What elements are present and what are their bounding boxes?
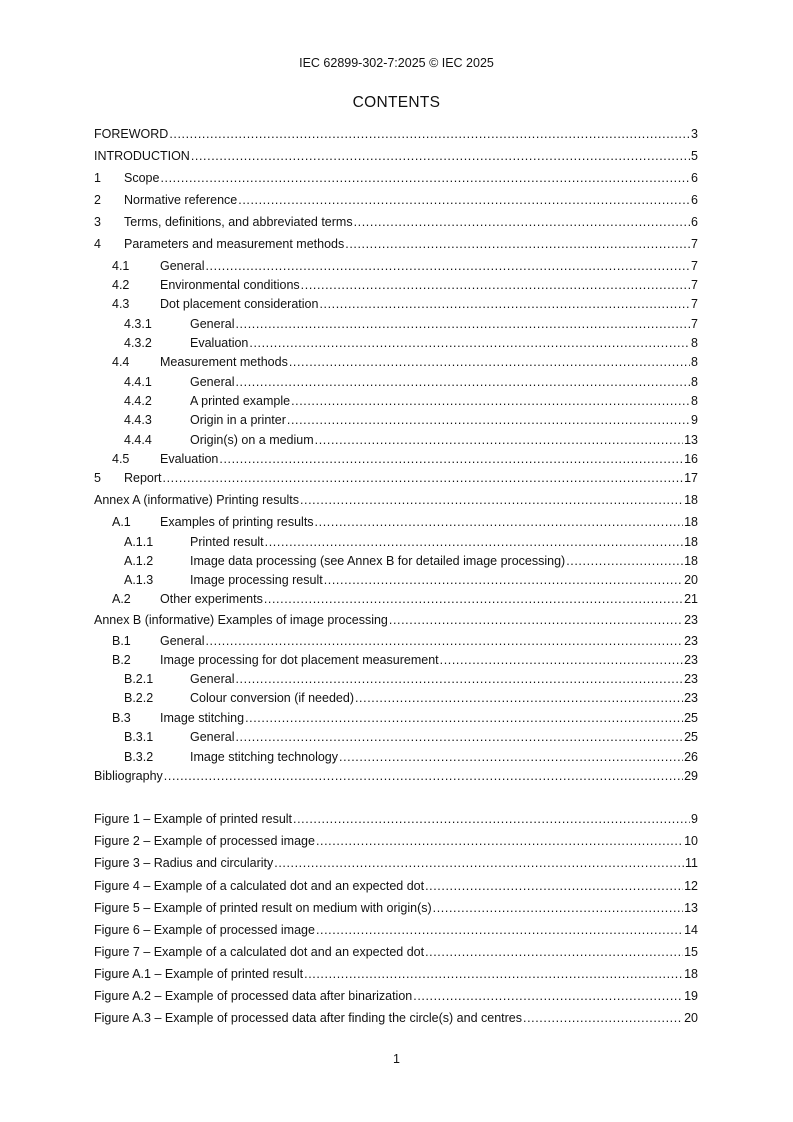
toc-entry-title: Normative reference [124, 193, 238, 207]
toc-entry-number: 3 [94, 215, 101, 229]
dot-leader [245, 710, 683, 726]
toc-entry-number: 4.1 [112, 259, 130, 273]
toc-entry-title: Environmental conditions [160, 278, 300, 292]
toc-entry-title: General [160, 634, 205, 648]
dot-leader [425, 878, 683, 894]
page-reference: 8 [691, 336, 698, 350]
page-reference: 19 [684, 989, 698, 1003]
dot-leader [319, 296, 690, 312]
toc-entry[interactable] [94, 514, 698, 530]
toc-entry[interactable] [94, 316, 698, 332]
toc-entry-number: 4 [94, 237, 101, 251]
dot-leader [264, 591, 683, 607]
dot-leader [164, 768, 683, 784]
page-reference: 7 [691, 317, 698, 331]
toc-entry-number: 1 [94, 171, 101, 185]
figure-title: Figure 1 – Example of printed result [94, 812, 293, 826]
figure-title: Figure A.2 – Example of processed data after binarization [94, 989, 413, 1003]
page-reference: 21 [684, 592, 698, 606]
toc-entry[interactable] [94, 374, 698, 390]
toc-entry[interactable] [94, 470, 698, 486]
toc-entry-title: Bibliography [94, 769, 163, 783]
figure-list-entry[interactable] [94, 944, 698, 960]
dot-leader [315, 514, 684, 530]
page-reference: 17 [684, 471, 698, 485]
page-reference: 14 [684, 923, 698, 937]
toc-entry-number: B.3.2 [124, 750, 154, 764]
page-reference: 7 [691, 237, 698, 251]
page-reference: 26 [684, 750, 698, 764]
toc-entry-title: Scope [124, 171, 160, 185]
page-reference: 25 [684, 711, 698, 725]
toc-entry-title: Dot placement consideration [160, 297, 319, 311]
toc-entry-title: Evaluation [160, 452, 219, 466]
toc-entry-title: General [190, 672, 235, 686]
dot-leader [566, 553, 683, 569]
toc-entry-title: Colour conversion (if needed) [190, 691, 354, 705]
page-reference: 16 [684, 452, 698, 466]
toc-entry[interactable] [94, 277, 698, 293]
toc-entry-number: A.1.3 [124, 573, 154, 587]
toc-entry-number: 2 [94, 193, 101, 207]
toc-entry-number: A.1 [112, 515, 131, 529]
figure-list-entry[interactable] [94, 900, 698, 916]
toc-entry[interactable] [94, 534, 698, 550]
dot-leader [265, 534, 683, 550]
toc-entry-number: 4.5 [112, 452, 130, 466]
toc-entry-number: 4.4 [112, 355, 130, 369]
figure-list-entry[interactable] [94, 878, 698, 894]
page-reference: 23 [684, 634, 698, 648]
toc-entry-title: Annex B (informative) Examples of image processing [94, 613, 388, 627]
dot-leader [238, 192, 690, 208]
figure-list-entry[interactable] [94, 966, 698, 982]
toc-entry[interactable] [94, 214, 698, 230]
dot-leader [413, 988, 683, 1004]
dot-leader [191, 148, 690, 164]
dot-leader [291, 393, 690, 409]
toc-entry-title: Parameters and measurement methods [124, 237, 345, 251]
dot-leader [315, 432, 683, 448]
page-reference: 20 [684, 573, 698, 587]
toc-entry[interactable] [94, 553, 698, 569]
toc-entry-number: 4.3.1 [124, 317, 152, 331]
figure-list-entry[interactable] [94, 988, 698, 1004]
toc-entry-number: 4.2 [112, 278, 130, 292]
dot-leader [235, 671, 683, 687]
toc-entry-number: 4.4.2 [124, 394, 152, 408]
dot-leader [389, 612, 683, 628]
contents-title: CONTENTS [352, 94, 441, 111]
document-header: IEC 62899-302-7:2025 © IEC 2025 [299, 56, 494, 70]
page-reference: 7 [691, 259, 698, 273]
toc-entry-title: Measurement methods [160, 355, 288, 369]
dot-leader [345, 236, 690, 252]
page-reference: 9 [691, 413, 698, 427]
dot-leader [205, 633, 683, 649]
dot-leader [440, 652, 683, 668]
toc-entry[interactable] [94, 432, 698, 448]
page-reference: 18 [684, 554, 698, 568]
toc-entry-number: B.2 [112, 653, 131, 667]
toc-entry[interactable] [94, 652, 698, 668]
toc-entry-title: General [160, 259, 205, 273]
toc-entry[interactable] [94, 591, 698, 607]
page-reference: 13 [684, 433, 698, 447]
page-reference: 23 [684, 672, 698, 686]
figure-title: Figure 4 – Example of a calculated dot and an expected dot [94, 879, 425, 893]
dot-leader [287, 412, 690, 428]
dot-leader [219, 451, 683, 467]
toc-entry[interactable] [94, 633, 698, 649]
figure-title: Figure 3 – Radius and circularity [94, 856, 274, 870]
toc-entry-number: A.1.1 [124, 535, 154, 549]
toc-entry[interactable] [94, 749, 698, 765]
toc-entry-title: General [190, 730, 235, 744]
dot-leader [235, 374, 690, 390]
figure-list-entry[interactable] [94, 855, 698, 871]
toc-entry[interactable] [94, 690, 698, 706]
dot-leader [235, 316, 690, 332]
dot-leader [304, 966, 683, 982]
page-reference: 23 [684, 613, 698, 627]
page-reference: 18 [684, 493, 698, 507]
page-reference: 29 [684, 769, 698, 783]
page-reference: 10 [684, 834, 698, 848]
toc-entry-number: B.1 [112, 634, 131, 648]
toc-entry-number: 4.4.3 [124, 413, 152, 427]
toc-entry[interactable] [94, 710, 698, 726]
toc-entry-title: Image processing result [190, 573, 323, 587]
toc-entry[interactable] [94, 126, 698, 142]
page-reference: 18 [684, 515, 698, 529]
page-reference: 6 [691, 171, 698, 185]
dot-leader [523, 1010, 683, 1026]
toc-entry-title: Image data processing (see Annex B for detailed image processing) [190, 554, 566, 568]
toc-entry-title: Printed result [190, 535, 264, 549]
toc-entry[interactable] [94, 671, 698, 687]
page-reference: 23 [684, 691, 698, 705]
figure-list-entry[interactable] [94, 811, 698, 827]
dot-leader [324, 572, 683, 588]
toc-entry-number: 4.3 [112, 297, 130, 311]
figure-title: Figure 7 – Example of a calculated dot and an expected dot [94, 945, 425, 959]
toc-entry-number: 4.3.2 [124, 336, 152, 350]
toc-entry-title: Other experiments [160, 592, 263, 606]
dot-leader [316, 922, 683, 938]
figure-title: Figure 6 – Example of processed image [94, 923, 315, 937]
dot-leader [163, 470, 684, 486]
dot-leader [274, 855, 684, 871]
toc-entry[interactable] [94, 258, 698, 274]
figure-list-entry[interactable] [94, 922, 698, 938]
toc-entry-number: A.1.2 [124, 554, 154, 568]
dot-leader [425, 944, 683, 960]
toc-entry[interactable] [94, 768, 698, 784]
dot-leader [354, 214, 690, 230]
toc-entry-number: 4.4.4 [124, 433, 152, 447]
toc-entry-number: B.3.1 [124, 730, 154, 744]
page-reference: 8 [691, 355, 698, 369]
toc-entry-number: B.2.2 [124, 691, 154, 705]
page-reference: 7 [691, 278, 698, 292]
toc-entry[interactable] [94, 612, 698, 628]
toc-entry-number: B.2.1 [124, 672, 154, 686]
dot-leader [300, 492, 683, 508]
figure-list-entry[interactable] [94, 1010, 698, 1026]
toc-entry-number: 5 [94, 471, 101, 485]
toc-entry-number: A.2 [112, 592, 131, 606]
toc-entry[interactable] [94, 492, 698, 508]
dot-leader [433, 900, 683, 916]
page-number: 1 [393, 1052, 400, 1066]
toc-entry-title: Annex A (informative) Printing results [94, 493, 299, 507]
page-reference: 13 [684, 901, 698, 915]
page-reference: 25 [684, 730, 698, 744]
dot-leader [160, 170, 690, 186]
toc-entry-title: Examples of printing results [160, 515, 314, 529]
page-reference: 9 [691, 812, 698, 826]
dot-leader [293, 811, 690, 827]
page-reference: 5 [691, 149, 698, 163]
toc-entry-title: Origin(s) on a medium [190, 433, 314, 447]
page-reference: 15 [684, 945, 698, 959]
dot-leader [301, 277, 690, 293]
toc-entry-number: B.3 [112, 711, 131, 725]
page-reference: 6 [691, 215, 698, 229]
dot-leader [289, 354, 690, 370]
page-reference: 23 [684, 653, 698, 667]
dot-leader [339, 749, 683, 765]
toc-entry-title: Evaluation [190, 336, 249, 350]
figure-title: Figure A.1 – Example of printed result [94, 967, 304, 981]
dot-leader [169, 126, 690, 142]
figure-list-entry[interactable] [94, 833, 698, 849]
toc-entry-title: General [190, 375, 235, 389]
toc-entry-title: Image stitching [160, 711, 245, 725]
page-reference: 3 [691, 127, 698, 141]
figure-title: Figure A.3 – Example of processed data after finding the circle(s) and centres [94, 1011, 523, 1025]
page-reference: 20 [684, 1011, 698, 1025]
toc-entry[interactable] [94, 192, 698, 208]
page-reference: 7 [691, 297, 698, 311]
toc-entry-title: Image processing for dot placement measurement [160, 653, 439, 667]
page-reference: 6 [691, 193, 698, 207]
toc-entry[interactable] [94, 393, 698, 409]
toc-entry-number: 4.4.1 [124, 375, 152, 389]
dot-leader [355, 690, 683, 706]
dot-leader [249, 335, 690, 351]
toc-entry[interactable] [94, 335, 698, 351]
toc-entry-title: INTRODUCTION [94, 149, 190, 163]
toc-entry[interactable] [94, 412, 698, 428]
toc-entry[interactable] [94, 572, 698, 588]
toc-entry-title: General [190, 317, 235, 331]
dot-leader [205, 258, 690, 274]
dot-leader [316, 833, 683, 849]
page-reference: 18 [684, 535, 698, 549]
toc-entry-title: Origin in a printer [190, 413, 286, 427]
toc-entry[interactable] [94, 170, 698, 186]
page-reference: 8 [691, 375, 698, 389]
toc-entry-title: A printed example [190, 394, 291, 408]
toc-entry[interactable] [94, 148, 698, 164]
page-reference: 18 [684, 967, 698, 981]
toc-entry[interactable] [94, 354, 698, 370]
toc-entry[interactable] [94, 729, 698, 745]
toc-entry-title: FOREWORD [94, 127, 169, 141]
toc-entry[interactable] [94, 451, 698, 467]
page-reference: 12 [684, 879, 698, 893]
toc-entry-title: Report [124, 471, 162, 485]
figure-title: Figure 2 – Example of processed image [94, 834, 315, 848]
toc-entry[interactable] [94, 236, 698, 252]
toc-entry[interactable] [94, 296, 698, 312]
dot-leader [235, 729, 683, 745]
toc-entry-title: Terms, definitions, and abbreviated terms [124, 215, 353, 229]
toc-entry-title: Image stitching technology [190, 750, 339, 764]
page-reference: 11 [685, 856, 698, 870]
page-reference: 8 [691, 394, 698, 408]
figure-title: Figure 5 – Example of printed result on medium with origin(s) [94, 901, 432, 915]
